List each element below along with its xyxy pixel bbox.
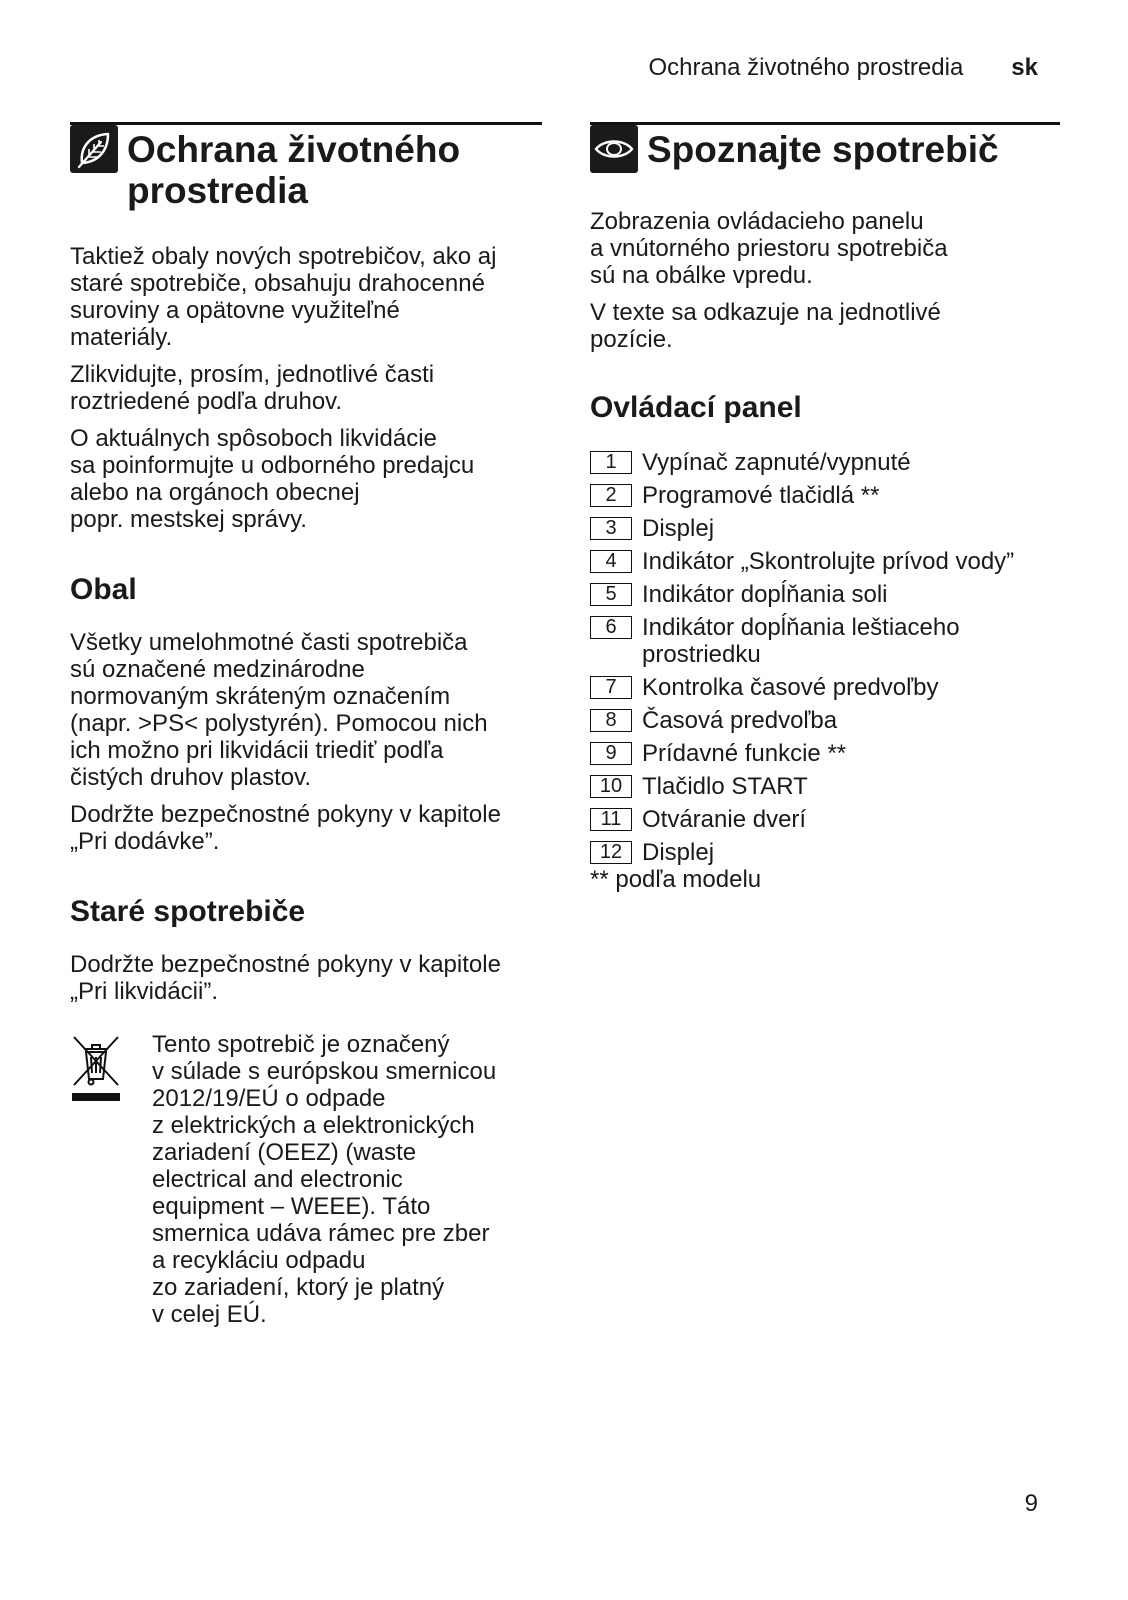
list-item: 8 Časová predvoľba: [590, 707, 1060, 734]
position-number: 1: [590, 451, 632, 474]
position-number: 9: [590, 742, 632, 765]
paragraph: V texte sa odkazuje na jednotlivé pozície.: [590, 299, 941, 353]
eye-icon: [590, 125, 638, 173]
list-item: 10 Tlačidlo START: [590, 773, 1060, 800]
language-code: sk: [1011, 54, 1038, 81]
page-number: 9: [1024, 1490, 1038, 1517]
packaging-heading: Obal: [70, 573, 137, 606]
position-number: 3: [590, 517, 632, 540]
section-heading: Spoznajte spotrebič: [647, 129, 999, 170]
environment-column: [70, 122, 542, 1328]
crossed-out-wheelie-bin-icon: [70, 1033, 122, 1103]
paragraph: Dodržte bezpečnostné pokyny v kapitole „Pri dodávke”.: [70, 801, 501, 855]
environment-heading: [70, 122, 542, 211]
list-item: 5 Indikátor dopĺňania soli: [590, 581, 1060, 608]
position-number: 6: [590, 616, 632, 639]
leaf-icon: [70, 125, 118, 173]
paragraph: Zobrazenia ovládacieho panelu a vnútorného priestoru spotrebiča sú na obálke vpredu.: [590, 208, 948, 289]
list-item: 9 Prídavné funkcie **: [590, 740, 1060, 767]
appliance-heading: [590, 122, 1060, 170]
position-number: 12: [590, 841, 632, 864]
list-item: 1 Vypínač zapnuté/vypnuté: [590, 449, 1060, 476]
old-appliances-heading: Staré spotrebiče: [70, 895, 306, 928]
section-title: Ochrana životného prostredia: [648, 54, 964, 81]
list-item: 7 Kontrolka časové predvoľby: [590, 674, 1060, 701]
position-number: 8: [590, 709, 632, 732]
footnote: ** podľa modelu: [590, 866, 762, 893]
list-item: 2 Programové tlačidlá **: [590, 482, 1060, 509]
position-number: 10: [590, 775, 632, 798]
position-number: 7: [590, 676, 632, 699]
position-number: 5: [590, 583, 632, 606]
page-title: Ochrana životného prostredia: [127, 129, 461, 211]
weee-notice: [70, 1031, 542, 1328]
paragraph: Zlikvidujte, prosím, jednotlivé časti roztriedené podľa druhov.: [70, 361, 435, 415]
paragraph: Taktiež obaly nových spotrebičov, ako aj staré spotrebiče, obsahuju drahocenné suroviny a opätovne využiteľné materiály.: [70, 243, 497, 351]
control-panel-heading: Ovládací panel: [590, 391, 802, 424]
position-number: 11: [590, 808, 632, 831]
weee-text: Tento spotrebič je označený v súlade s európskou smernicou 2012/19/EÚ o odpade z elektrických a elektronických zariadení (OEEZ) (waste electrical and electronic equipment – WEEE). Táto smernica udáva rámec pre zber a recykláciu odpadu zo zariadení, ktorý je platný v celej EÚ.: [152, 1031, 497, 1328]
position-number: 2: [590, 484, 632, 507]
paragraph: Všetky umelohmotné časti spotrebiča sú označené medzinárodne normovaným skráteným označením (napr. >PS< polystyrén). Pomocou nich ich možno pri likvidácii triediť podľa čistých druhov plastov.: [70, 629, 488, 791]
list-item: 12 Displej: [590, 839, 1060, 866]
paragraph: Dodržte bezpečnostné pokyny v kapitole „Pri likvidácii”.: [70, 951, 501, 1005]
position-number: 4: [590, 550, 632, 573]
paragraph: O aktuálnych spôsoboch likvidácie sa poinformujte u odborného predajcu alebo na orgánoch obecnej popr. mestskej správy.: [70, 425, 475, 533]
list-item: 6 Indikátor dopĺňania leštiaceho prostriedku: [590, 614, 1060, 668]
list-item: 4 Indikátor „Skontrolujte prívod vody”: [590, 548, 1060, 575]
control-panel-legend: [590, 449, 1060, 866]
running-header: [648, 54, 1038, 82]
appliance-column: [590, 122, 1060, 893]
list-item: 3 Displej: [590, 515, 1060, 542]
list-item: 11 Otváranie dverí: [590, 806, 1060, 833]
